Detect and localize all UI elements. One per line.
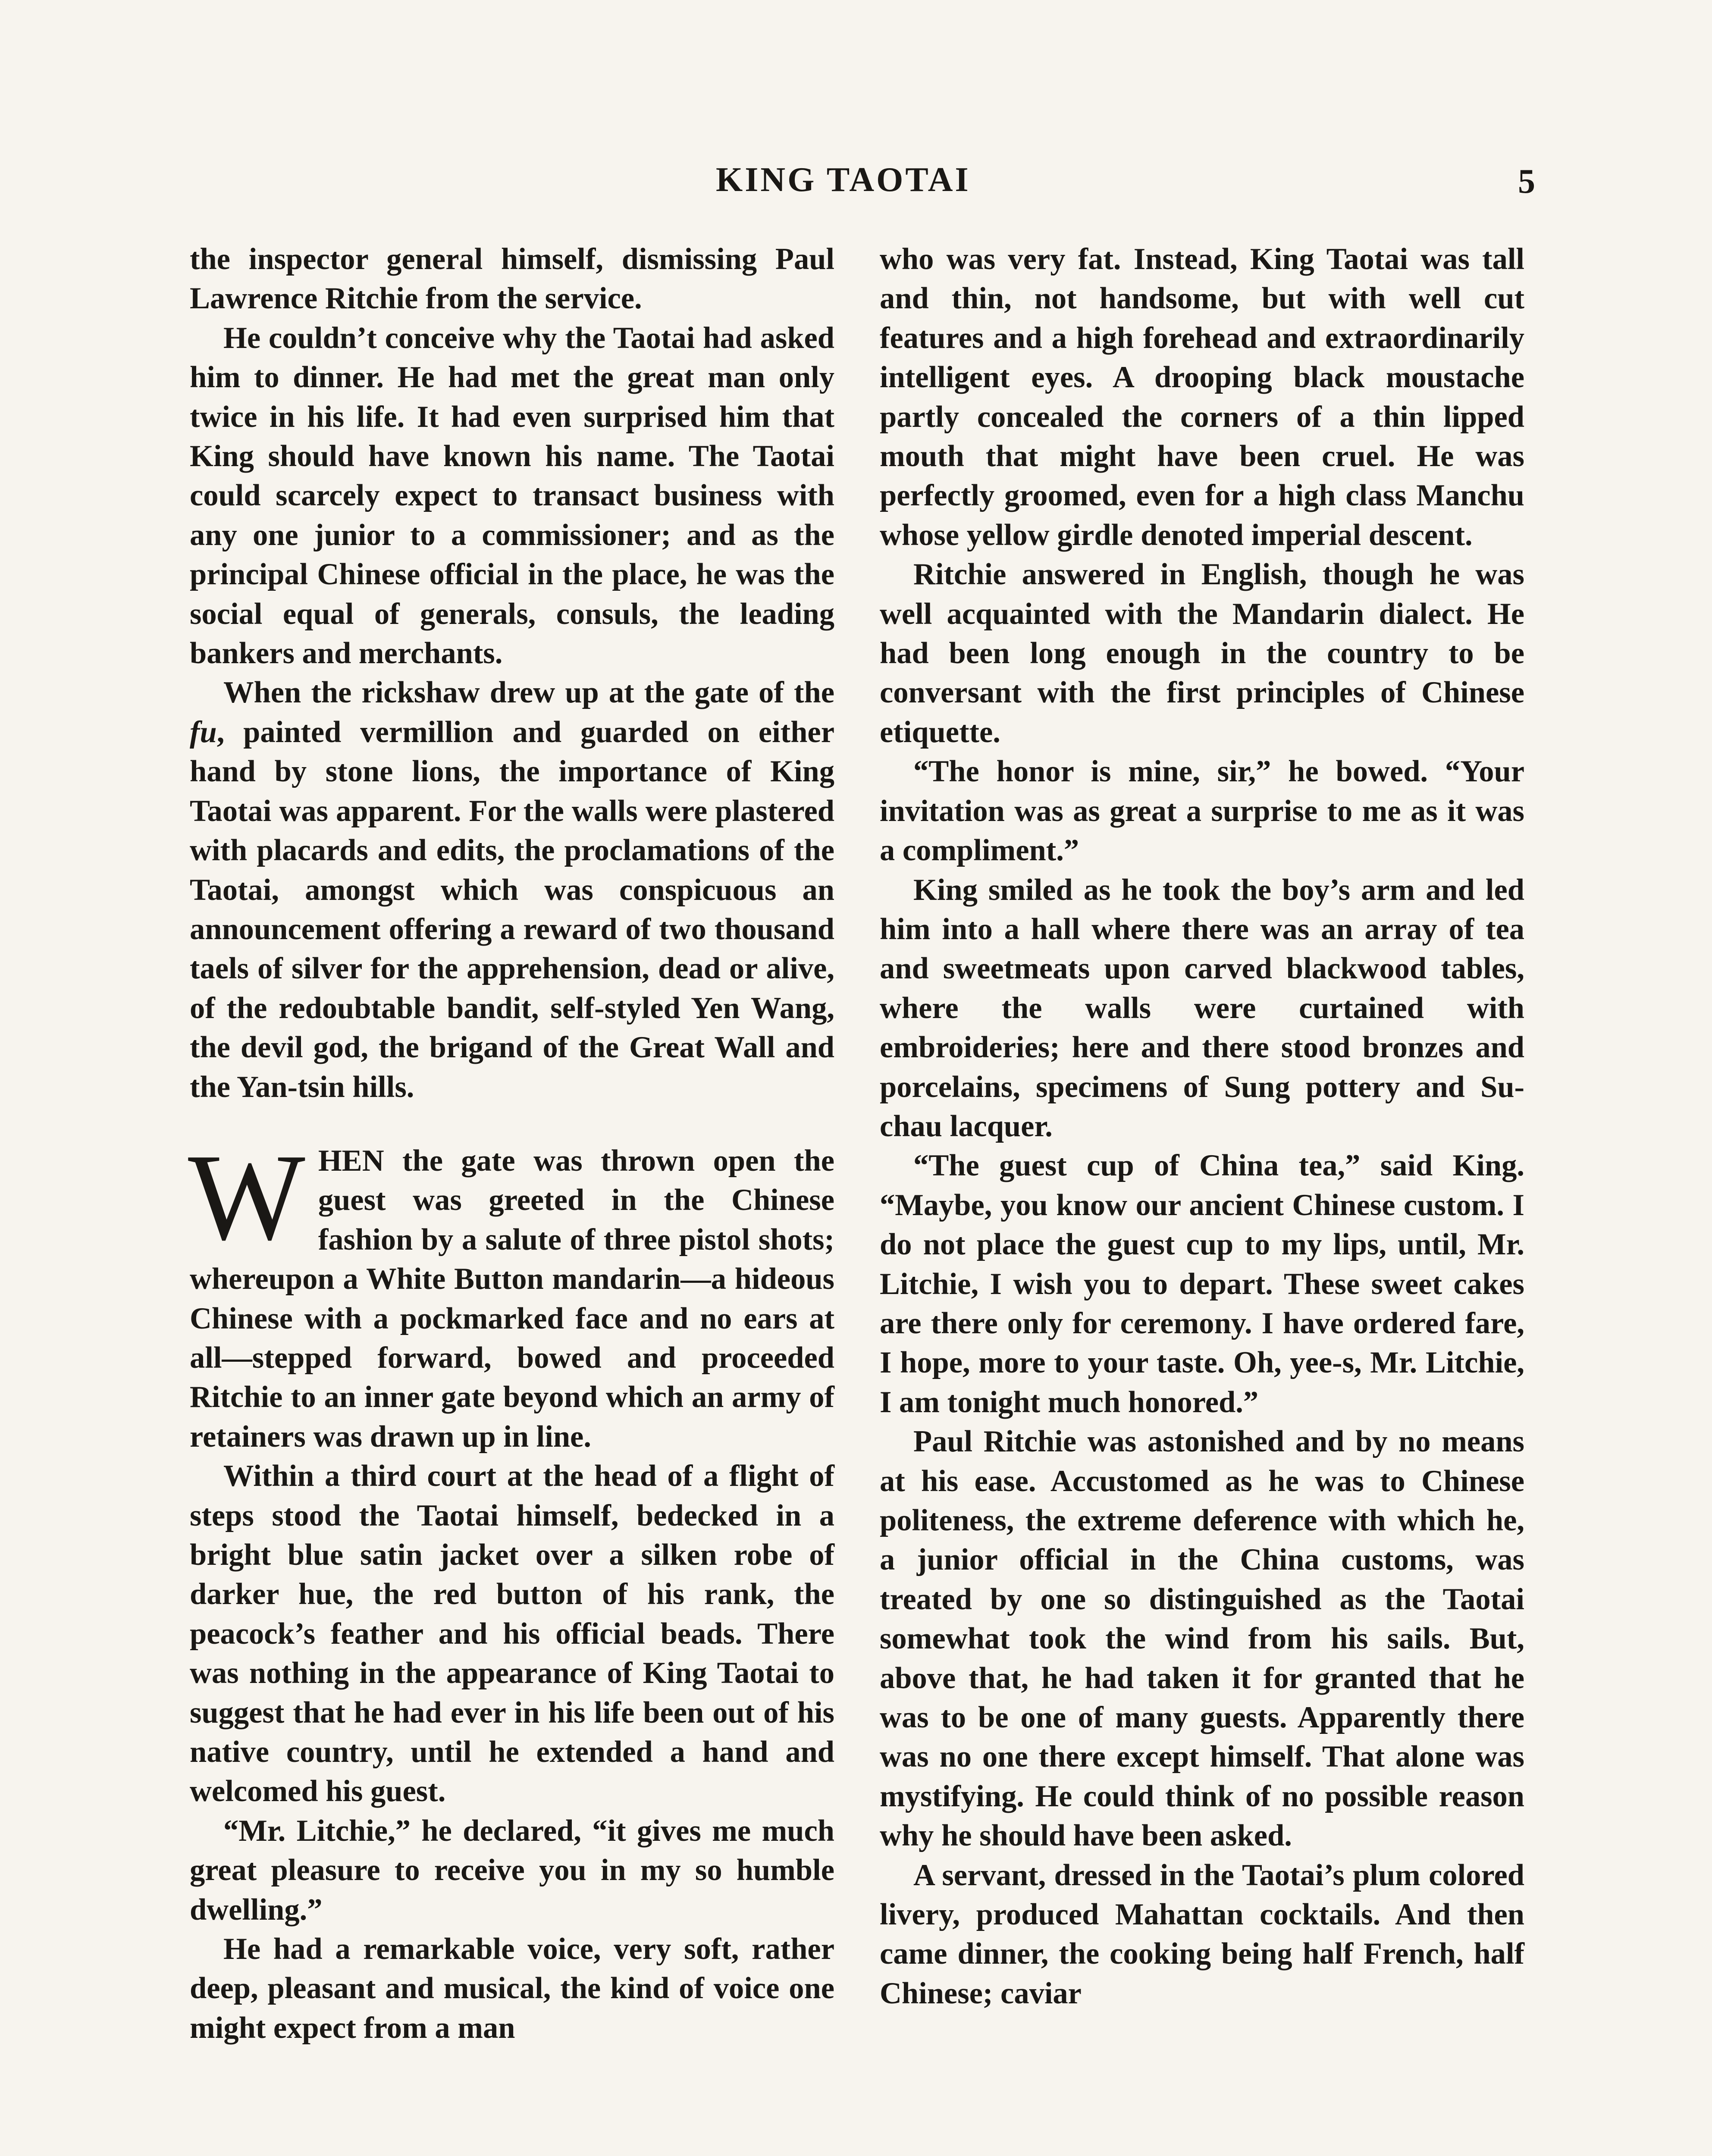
- paragraph: the inspector general himself, dismissing Paul Lawrence Ritchie from the service.: [190, 242, 834, 316]
- paragraph: [190, 673, 834, 1106]
- paragraph: who was very fat. Instead, King Taotai was tall and thin, not handsome, but with well cut features and a high forehead and extraordinarily intelligent eyes. A drooping black moustache partly concealed the corners of a thin lipped mouth that might have been cruel. He was perfectly groomed, even for a high class Manchu whose yellow girdle denoted imperial descent.: [880, 242, 1524, 552]
- paragraph: A servant, dressed in the Taotai’s plum colored livery, produced Mahattan cocktails. And then came dinner, the cooking being half French, half Chinese; caviar: [880, 1858, 1524, 2010]
- paragraph: King smiled as he took the boy’s arm and led him into a hall where there was an array of tea and sweetmeats upon carved blackwood tables, where the walls were curtained with embroideries; here and there stood bronzes and porcelains, specimens of Sung pottery and Su-chau lacquer.: [880, 873, 1524, 1143]
- page-number: 5: [1518, 163, 1535, 201]
- paragraph-text: , painted vermillion and guarded on either hand by stone lions, the importance of King Taotai was apparent. For the walls were plastered with placards and edits, the proclamations of the Taotai, amongst which was conspicuous an announcement offering a reward of two thousand taels of silver for the apprehension, dead or alive, of the redoubtable bandit, self-styled Yen Wang, the devil god, the brigand of the Great Wall and the Yan-tsin hills.: [190, 715, 834, 1104]
- paragraph-text: When the rickshaw drew up at the gate of the: [223, 676, 834, 710]
- paragraph: Ritchie answered in English, though he was well acquainted with the Mandarin dialect. He had been long enough in the country to be conversant with the first principles of Chinese etiquette.: [880, 558, 1524, 749]
- paragraph: Within a third court at the head of a flight of steps stood the Taotai himself, bedecked in a bright blue satin jacket over a silken robe of darker hue, the red button of his rank, the peacock’s feather and his official beads. There was nothing in the appearance of King Taotai to suggest that he had ever in his life been out of his native country, until he extended a hand and welcomed his guest.: [190, 1459, 834, 1808]
- running-header: [0, 160, 1712, 208]
- paragraph: Paul Ritchie was astonished and by no means at his ease. Accustomed as he was to Chinese politeness, the extreme deference with which he, a junior official in the China customs, was treated by one so distinguished as the Taotai somewhat took the wind from his sails. But, above that, he had taken it for granted that he was to be one of many guests. Apparently there was no one there except himself. That alone was mystifying. He could think of no possible reason why he should have been asked.: [880, 1425, 1524, 1853]
- italic-word: fu: [190, 715, 217, 749]
- paragraph-text: the gate was thrown open the guest was greeted in the Chinese fashion by a salute of three pistol shots; whereupon a White Button mandarin—a hideous Chinese with a pockmarked face and no ears at all—stepped forward, bowed and proceeded Ritchie to an inner gate beyond which an army of retainers was drawn up in line.: [190, 1144, 834, 1454]
- left-column: [190, 240, 834, 2048]
- paragraph: He couldn’t conceive why the Taotai had asked him to dinner. He had met the great man only twice in his life. It had even surprised him that King should have known his name. The Taotai could scarcely expect to transact business with any one junior to a commissioner; and as the principal Chinese official in the place, he was the social equal of generals, consuls, the leading bankers and merchants.: [190, 321, 834, 671]
- paragraph: “Mr. Litchie,” he declared, “it gives me much great pleasure to receive you in my so humble dwelling.”: [190, 1814, 834, 1927]
- paragraph: He had a remarkable voice, very soft, rather deep, pleasant and musical, the kind of voice one might expect from a man: [190, 1932, 834, 2045]
- section-opening-paragraph: [188, 1128, 834, 1457]
- running-title: KING TAOTAI: [716, 161, 971, 199]
- drop-cap: W: [188, 1128, 305, 1266]
- paragraph: “The honor is mine, sir,” he bowed. “Your invitation was as great a surprise to me as it was a compliment.”: [880, 755, 1524, 868]
- right-column: [880, 240, 1524, 2013]
- lead-word: HEN: [318, 1144, 384, 1178]
- paragraph: “The guest cup of China tea,” said King. “Maybe, you know our ancient Chinese custom. I do not place the guest cup to my lips, until, Mr. Litchie, I wish you to depart. These sweet cakes are there only for ceremony. I have ordered fare, I hope, more to your taste. Oh, yee-s, Mr. Litchie, I am tonight much honored.”: [880, 1149, 1524, 1419]
